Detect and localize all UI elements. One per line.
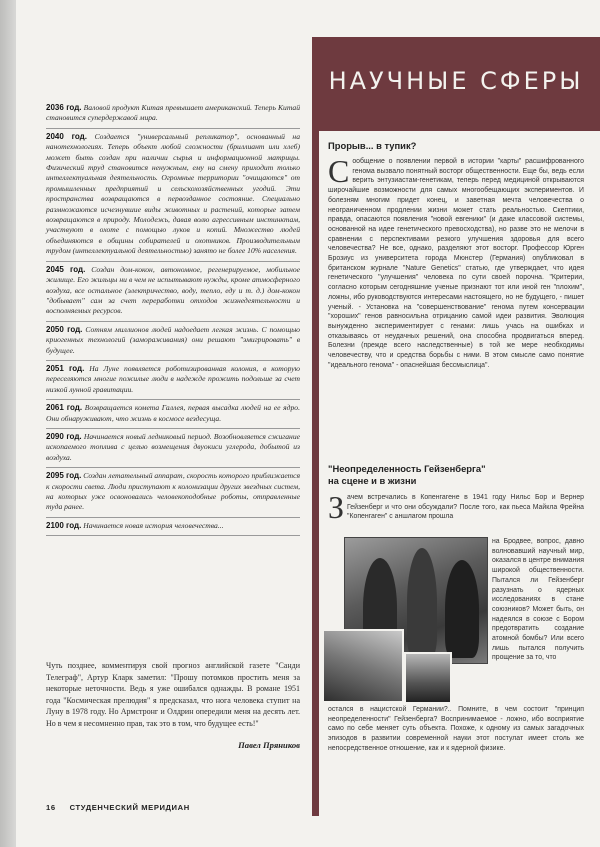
timeline-text: Возвращается комета Галлея, первая высадка людей на ее ядро. Они обнаруживают, что жизнь в космосе вездесуща. xyxy=(46,403,300,423)
page-edge-shadow xyxy=(0,0,16,847)
article-heisenberg xyxy=(328,463,584,525)
timeline-text: Создается "универсальный репликатор", основанный на нанотехнологиях. Теперь объект любой сложности (бриллиант или хлеб) может быть создан при наличии сырья и информационной матрицы. Физический труд становится ненужным, ему на смену приходит только интеллектуальная деятельность. Огромные территории "очищаются" от промышленных предприятий и сельскохозяйственных угодий. Эти пространства возвращаются в первозданное состояние. Специально размножаются исчезнувшие виды животных и растений, которые затем возвращаются в природу. Молодежь, давая волю агрессивным инстинктам, участвуют в охоте с помощью луков и копий. Множество людей объединяются в общины собирателей и охотников. Производительным трудом (интеллектуальной деятельностью) занято не более 10% населения. xyxy=(46,131,300,256)
timeline-text: Создан дом-кокон, автономное, регенерируемое, мобильное жилище. Его жильцы ни в чем не испытывают нужды, кроме атмосферного воздуха, все остальное (электричество, воду, тепло, еду и т. д.) дом-кокон "добывает" сам за счет переработки отходов жизнедеятельности и восполняемых ресурсов. xyxy=(46,264,300,316)
timeline-text: Начинается новая история человечества... xyxy=(83,520,224,530)
portrait-photo xyxy=(322,629,404,703)
timeline-text: Сотням миллионов людей надоедает легкая жизнь. С помощью криогенных технологий (замораживания) они решают "эмигрировать" в будущее. xyxy=(46,324,301,355)
timeline-text: Валовой продукт Китая превышает американский. Теперь Китай становится супердержавой мира. xyxy=(46,103,300,123)
timeline-entry xyxy=(46,468,300,518)
article-text-top: ачем встречались в Копенгагене в 1941 году Нильс Бор и Вернер Гейзенберг и что они обсуждали? После того, как пьеса Майкла Фрейна "Копенгаген" с аншлагом прошла xyxy=(347,494,584,521)
timeline-entry xyxy=(46,129,300,262)
timeline-text: На Луне появляется роботизированная колония, в которую переселяются многие пожилые люди в надежде прожить подольше за счет низкой лунной гравитации. xyxy=(46,363,301,394)
timeline-year: 2090 год. xyxy=(46,431,82,441)
article-title-line1: "Неопределенность Гейзенберга" xyxy=(328,463,486,474)
article-title-line2: на сцене и в жизни xyxy=(328,475,417,486)
drop-cap: С xyxy=(328,153,350,189)
timeline-text: Создан летательный аппарат, скорость которого приближается к скорости света. Люди приступают к колонизации других звездных систем, на которых уже освоновались человекоподобные роботы, отправленные туда ранее. xyxy=(46,471,301,512)
section-title: НАУЧНЫЕ СФЕРЫ xyxy=(328,67,584,95)
page-footer xyxy=(46,803,300,815)
timeline-year: 2095 год. xyxy=(46,471,82,481)
actor-figure xyxy=(407,548,437,658)
timeline-year: 2061 год. xyxy=(46,403,83,413)
timeline-year: 2036 год. xyxy=(46,103,82,112)
section-banner xyxy=(312,37,600,131)
timeline-entry xyxy=(46,361,300,400)
portrait-photo-small xyxy=(404,652,452,704)
timeline-entry xyxy=(46,518,300,536)
timeline-year: 2051 год. xyxy=(46,363,85,373)
timeline-entry xyxy=(46,322,300,361)
drop-cap: З xyxy=(328,489,345,525)
timeline-year: 2050 год. xyxy=(46,324,83,334)
timeline-text: Начинается новый ледниковый период. Возобновляется сжигание ископаемого топлива с целью возмещения двуокиси углерода, добытой из воздуха. xyxy=(46,431,300,462)
article-body xyxy=(328,153,584,370)
magazine-name: СТУДЕНЧЕСКИЙ МЕРИДИАН xyxy=(69,803,190,812)
section-side-bar xyxy=(312,131,319,816)
article-breakthrough xyxy=(328,140,584,370)
author-name: Павел Пряников xyxy=(238,740,300,750)
timeline-entry xyxy=(46,262,300,322)
closing-quote: Чуть позднее, комментируя свой прогноз английской газете "Санди Телеграф", Артур Кларк заметил: "Прошу потомков простить меня за некоторые неточности. Ведь я уже ошибался однажды. В романе 1951 года "Космическая прелюдия" я предсказал, что нога человека ступит на Луну в 1978 году. Но Армстронг и Олдрин опередили меня на десять лет. Но в чем я несомненно прав, так это в том, что будущее есть!" xyxy=(46,661,300,728)
timeline-column xyxy=(46,100,300,536)
timeline-entry xyxy=(46,100,300,129)
actor-figure xyxy=(445,560,479,658)
article-text-side: на Бродвее, вопрос, давно волновавший научный мир, оказался в центре внимания широкой общественности. Пытался ли Гейзенберг разузнать о ядерных исследованиях в стане союзников? Может быть, он надеялся в союзе с Бором предотвратить создание атомной бомбы? Или всего лишь пытался получить прощение за то, что xyxy=(492,538,584,662)
article-title: Прорыв... в тупик? xyxy=(328,140,417,151)
timeline-year: 2100 год. xyxy=(46,520,82,530)
timeline-year: 2040 год. xyxy=(46,131,87,141)
article-intro xyxy=(328,489,584,525)
page-number: 16 xyxy=(46,803,56,812)
timeline-year: 2045 год. xyxy=(46,264,86,274)
article-text: ообщение о появлении первой в истории "карты" расшифрованного генома вызвало понятный восторг общественности. Еще бы, ведь если верить энтузиастам-генетикам, теперь перед медициной открываются широчайшие возможности для самых многообещающих экспериментов. И болезням многим придет конец, и заветная мечта человечества о неограниченном продлении жизни может стать реальностью. Скептики, правда, опасаются появления "новой евгеники" (и даже классовой системы, основанной на идее генетического превосходства), но разве это не мелочи в сравнении с перспективами резкого улучшения здоровья для всего человечества? Не все, однако, разделяют этот восторг. Профессор Юрген Брозиус из университета города Мюнстер (Германия) опубликовал в британском журнале "Nature Genetics" статью, где утверждает, что идея генетического "улучшения" человека по сути своей порочна. "Критерии, согласно которым сегодняшние ученые признают тот или иной ген "плохим", ложны, ибо руководствуются интересами настоящего, но не будущего, - пишет ученый. - Установка на "совершенствование" генома путем консервации "хороших" генов равносильна отрицанию самой идеи развития. Эволюция вынужденно экспериментирует с генами: лишь учась на ошибках и отказываясь от неудачных решений, она способна продвигаться вперед. Болезни (прежде всего наследственные) в той же мере необходимы человечеству, что и средства борьбы с ними. В этом смысле само понятие "идеального генома" - опаснейшая бессмыслица". xyxy=(328,158,584,369)
timeline-entry xyxy=(46,400,300,429)
timeline-entry xyxy=(46,429,300,468)
article-text-bottom: остался в нацистской Германии?.. Помните, в чем состоит "принцип неопределенности" Гейзенберга? Воспринимаемое - ложно, ибо восприятие само по себе меняет суть объекта. Похоже, к одному из самых загадочных эпизодов в развитии современной науки этот постулат имеет столь же непосредственное отношение, как и к ядерной физике. xyxy=(328,706,584,752)
